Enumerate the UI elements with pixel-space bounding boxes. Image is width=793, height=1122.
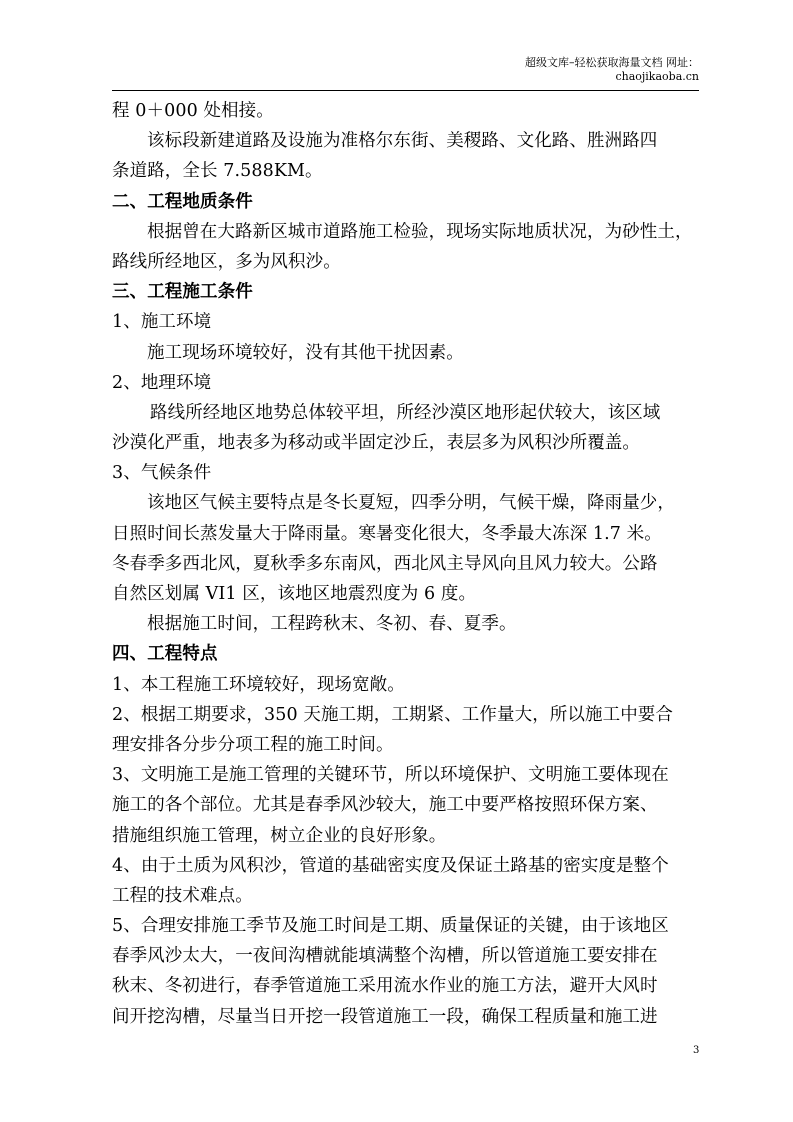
section-heading: 三、工程施工条件 [112,282,253,303]
body-text-line: 该地区气候主要特点是冬长夏短，四季分明，气候干燥，降雨量少， [147,493,675,514]
body-text-line: 冬春季多西北风，夏秋季多东南风，西北风主导风向且风力较大。公路 [112,553,658,574]
body-text-line: 施工的各个部位。尤其是春季风沙较大，施工中要严格按照环保方案、 [112,795,658,816]
list-item: 4、由于土质为风积沙，管道的基础密实度及保证土路基的密实度是整个 [112,855,669,876]
list-item: 3、文明施工是施工管理的关键环节，所以环境保护、文明施工要体现在 [112,765,669,786]
body-text-line: 措施组织施工管理，树立企业的良好形象。 [112,825,447,846]
body-text-line: 条道路，全长 7.588KM。 [112,161,323,182]
body-text-line: 程 0＋000 处相接。 [112,101,274,121]
list-item: 2、根据工期要求，350 天施工期，工期紧、工作量大，所以施工中要合 [112,704,673,725]
body-text-line: 路线所经地区地势总体较平坦，所经沙漠区地形起伏较大，该区域 [150,402,661,423]
body-text-line: 工程的技术难点。 [112,885,253,906]
body-text-line: 该标段新建道路及设施为准格尔东街、美稷路、文化路、胜洲路四 [147,131,658,152]
subsection-heading: 3、气候条件 [112,463,212,484]
document-body [112,96,702,1032]
subsection-heading: 1、施工环境 [112,312,212,333]
body-text-line: 日照时间长蒸发量大于降雨量。寒暑变化很大，冬季最大冻深 1.7 米。 [112,523,662,544]
list-item: 5、合理安排施工季节及施工时间是工期、质量保证的关键，由于该地区 [112,916,669,937]
body-text-line: 秋末、冬初进行，春季管道施工采用流水作业的施工方法，避开大风时 [112,976,658,997]
subsection-heading: 2、地理环境 [112,372,212,393]
body-text-line: 自然区划属 VI1 区，该地区地震烈度为 6 度。 [112,584,477,604]
body-text-line: 根据曾在大路新区城市道路施工检验，现场实际地质状况，为砂性土， [147,221,693,242]
body-text-line: 春季风沙太大，一夜间沟槽就能填满整个沟槽，所以管道施工要安排在 [112,946,658,967]
body-text-line: 理安排各分步分项工程的施工时间。 [112,734,394,755]
page-header [112,56,699,91]
header-site-url: chaojikaoba.cn [615,70,699,83]
body-text-line: 沙漠化严重，地表多为移动或半固定沙丘，表层多为风积沙所覆盖。 [112,433,640,454]
list-item: 1、本工程施工环境较好，现场宽敞。 [112,674,405,695]
body-text-line: 根据施工时间，工程跨秋末、冬初、春、夏季。 [147,614,517,635]
body-text-line: 路线所经地区，多为风积沙。 [112,251,341,272]
body-text-line: 间开挖沟槽，尽量当日开挖一段管道施工一段，确保工程质量和施工进 [112,1006,658,1027]
body-text-line: 施工现场环境较好，没有其他干扰因素。 [147,342,464,363]
section-heading: 四、工程特点 [112,644,218,665]
header-site-title: 超级文库–轻松获取海量文档 网址： [525,56,699,69]
page-number: 3 [693,1045,700,1056]
section-heading: 二、工程地质条件 [112,191,253,212]
